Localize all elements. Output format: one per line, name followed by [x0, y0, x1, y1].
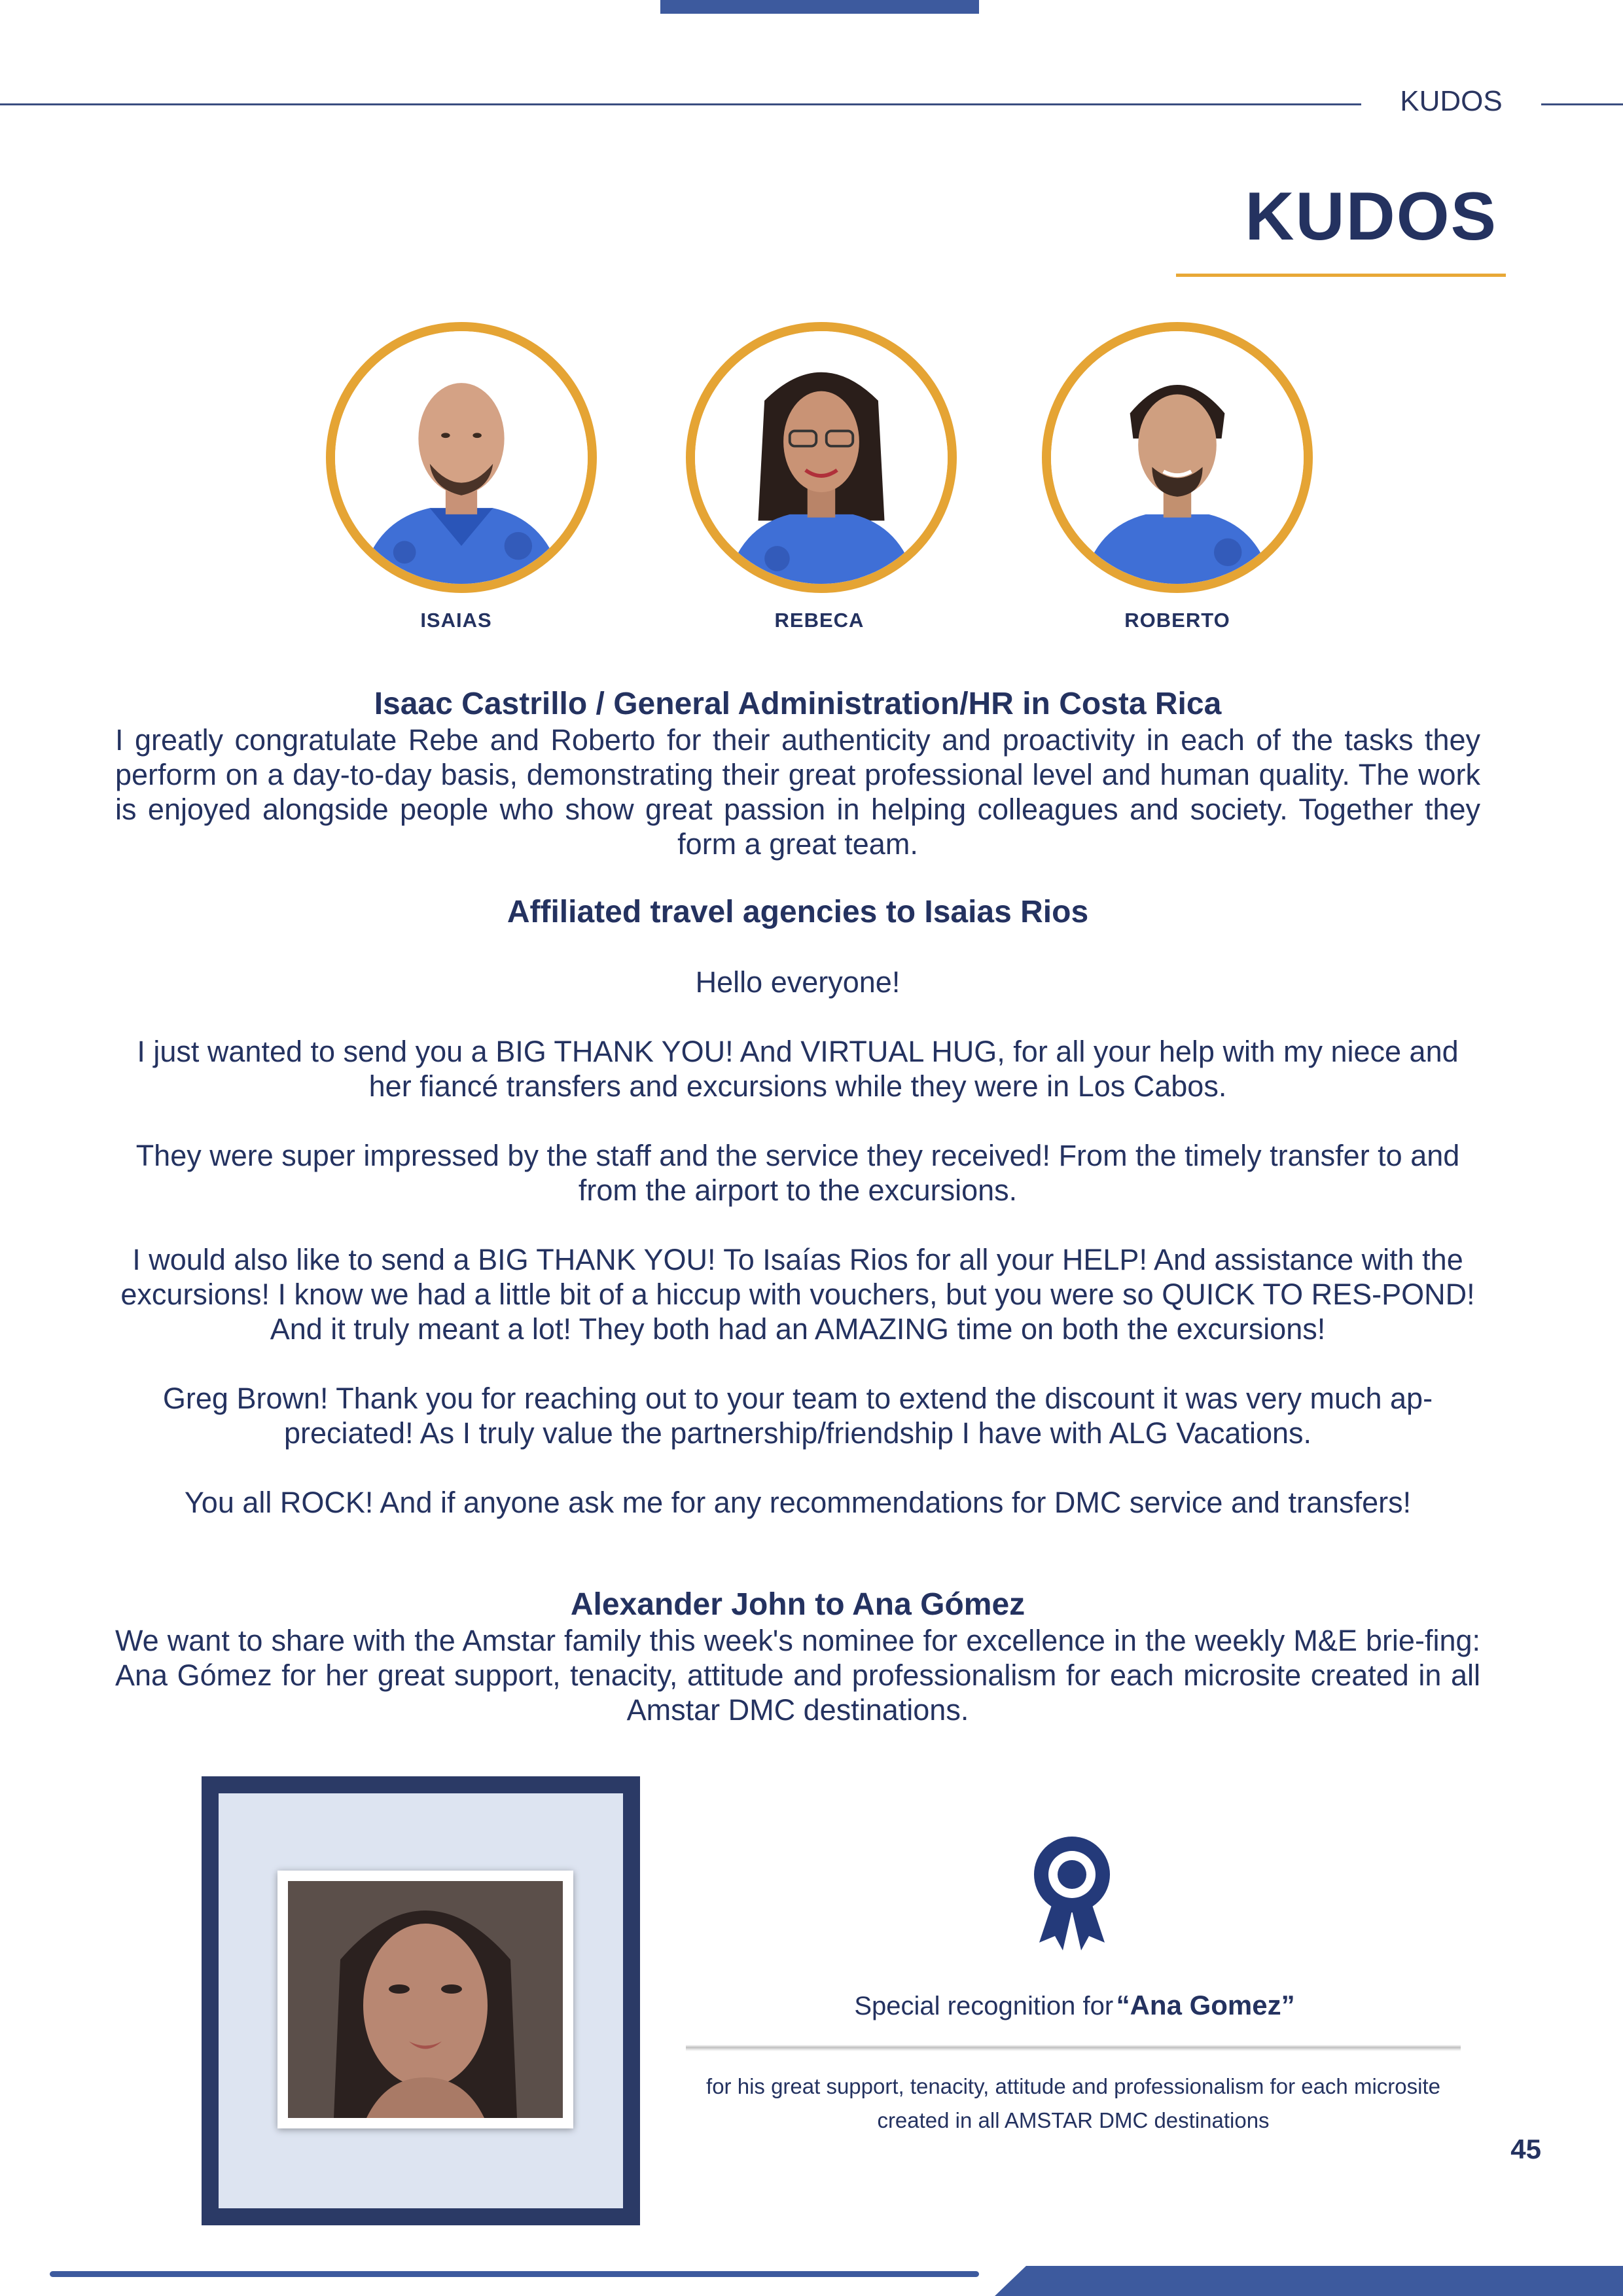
portrait-isaias — [326, 322, 597, 593]
recognition-close-quote: ” — [1281, 1990, 1295, 2020]
portrait-roberto-image — [1051, 331, 1304, 584]
award-ribbon-icon — [1030, 1833, 1114, 1950]
team-member-name: ISAIAS — [420, 609, 492, 632]
kudos-paragraph: Hello everyone! — [695, 965, 901, 999]
kudos-heading: Alexander John to Ana Gómez — [570, 1587, 1026, 1622]
kudos-heading: Isaac Castrillo / General Administration/HR in Costa Rica — [374, 687, 1222, 721]
kudos-paragraph: I greatly congratulate Rebe and Roberto for their authenticity and proactivity in each of the tasks they perform on a day-to-day basis, demonstrating their great professional level and human quality. The work is enjoyed alongside people who show great passion in helping colleagues and society. Together they form a great team. — [115, 723, 1480, 861]
kudos-paragraph: You all ROCK! And if anyone ask me for any recommendations for DMC service and transfers! — [184, 1486, 1412, 1519]
portrait-rebeca-image — [695, 331, 948, 584]
nominee-photo-card — [277, 1871, 573, 2128]
header-rule-left — [0, 103, 1361, 105]
recognition-description: for his great support, tenacity, attitude and professionalism for each microsite created in all AMSTAR DMC destinations — [706, 2074, 1440, 2132]
kudos-paragraph: I just wanted to send you a BIG THANK YOU! And VIRTUAL HUG, for all your help with my niece and her fiancé transfers and excursions while they were in Los Cabos. — [137, 1035, 1459, 1103]
footer-accent-block — [995, 2266, 1623, 2296]
recognition-divider — [686, 2045, 1461, 2051]
recognition-open-quote: “ — [1116, 1990, 1130, 2020]
kudos-paragraph: Greg Brown! Thank you for reaching out to your team to extend the discount it was very much ap-preciated! As I truly value the partnership/friendship I have with ALG Vacations. — [162, 1382, 1433, 1450]
kudos-paragraph: They were super impressed by the staff and the service they received! From the timely transfer to and from the airport to the excursions. — [135, 1139, 1460, 1207]
kudos-block-gomez — [115, 1587, 1480, 1727]
nominee-photo-image — [288, 1881, 563, 2118]
portrait-rebeca — [686, 322, 957, 593]
kudos-block-rios — [115, 894, 1480, 1520]
kudos-paragraph: We want to share with the Amstar family this week's nominee for excellence in the weekly M&E brie-fing: Ana Gómez for her great support, tenacity, attitude and professionalism for each microsite created in all Amstar DMC destinations. — [115, 1624, 1480, 1727]
kudos-heading: Affiliated travel agencies to Isaias Rios — [507, 895, 1089, 929]
portrait-isaias-image — [335, 331, 588, 584]
portrait-roberto — [1042, 322, 1313, 593]
kudos-block-castrillo — [115, 686, 1480, 861]
kudos-paragraph: I would also like to send a BIG THANK YOU! To Isaías Rios for all your HELP! And assistance with the excursions! I know we had a little bit of a hiccup with vouchers, but you were so QUICK TO RES-POND! And it truly meant a lot! They both had an AMAZING time on both the excursions! — [120, 1243, 1475, 1346]
team-member-name: REBECA — [774, 609, 865, 632]
footer-rule — [50, 2271, 979, 2277]
page-title: KUDOS — [1245, 179, 1497, 255]
recognition-name: Ana Gomez — [1130, 1990, 1281, 2020]
recognition-title — [688, 1990, 1461, 2021]
header-section-label: KUDOS — [1400, 85, 1503, 117]
nominee-photo — [288, 1881, 563, 2118]
top-tab-decoration — [660, 0, 979, 14]
header-rule-right — [1541, 103, 1623, 105]
team-member-name: ROBERTO — [1124, 609, 1230, 632]
title-underline — [1176, 274, 1506, 277]
nominee-photo-frame — [202, 1776, 640, 2225]
nominee-photo-mat — [219, 1793, 623, 2208]
recognition-prefix: Special recognition for — [854, 1992, 1114, 2020]
page-number: 45 — [1510, 2134, 1541, 2164]
